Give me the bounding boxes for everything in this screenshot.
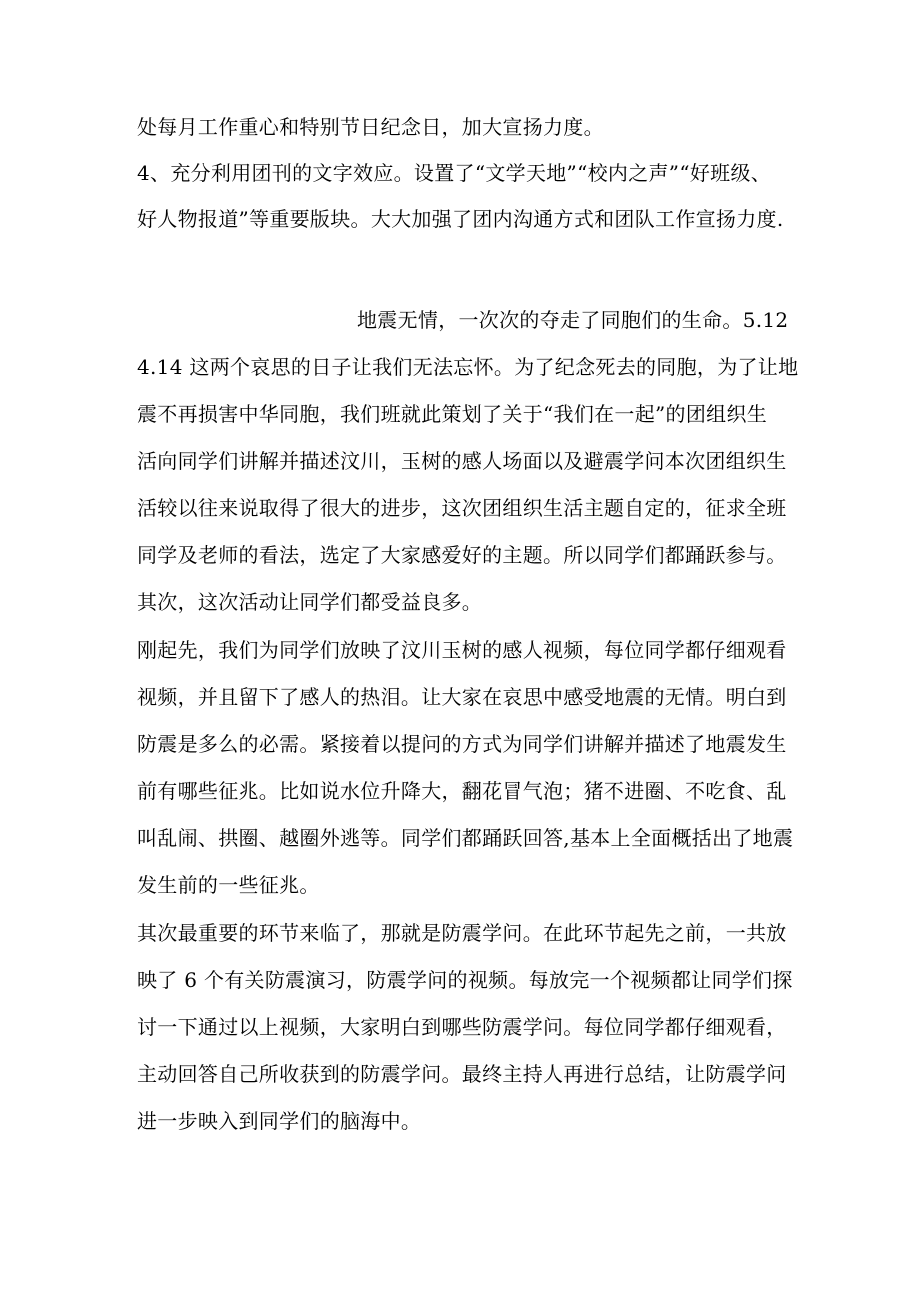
text-line: 映了 6 个有关防震演习，防震学问的视频。每放完一个视频都让同学们探 [137, 968, 793, 992]
text-line: 震不再损害中华同胞，我们班就此策划了关于“我们在一起”的团组织生 [137, 402, 768, 426]
text-line-paragraph-start: 刚起先，我们为同学们放映了汶川玉树的感人视频，每位同学都仔细观看 [137, 638, 787, 662]
text-line: 防震是多么的必需。紧接着以提问的方式为同学们讲解并描述了地震发生 [137, 732, 787, 756]
text-line: 活向同学们讲解并描述汶川，玉树的感人场面以及避震学问本次团组织生 [137, 449, 787, 473]
text-line-continuation: 处每月工作重心和特别节日纪念日，加大宣扬力度。 [137, 115, 604, 139]
text-line: 发生前的一些征兆。 [137, 873, 320, 897]
text-line: 同学及老师的看法，选定了大家感爱好的主题。所以同学们都踊跃参与。 [137, 543, 787, 567]
text-line: 其次，这次活动让同学们都受益良多。 [137, 590, 483, 614]
text-line: 进一步映入到同学们的脑海中。 [137, 1109, 422, 1133]
text-line: 好人物报道”等重要版块。大大加强了团内沟通方式和团队工作宣扬力度. [137, 207, 784, 231]
text-line-paragraph-start: 地震无情，一次次的夺走了同胞们的生命。5.12 [357, 308, 789, 332]
text-line: 前有哪些征兆。比如说水位升降大，翻花冒气泡；猪不进圈、不吃食、乱 [137, 779, 787, 803]
text-line: 视频，并且留下了感人的热泪。让大家在哀思中感受地震的无情。明白到 [137, 685, 787, 709]
text-line: 4.14 这两个哀思的日子让我们无法忘怀。为了纪念死去的同胞，为了让地 [137, 355, 799, 379]
text-line-paragraph-start: 其次最重要的环节来临了，那就是防震学问。在此环节起先之前，一共放 [137, 921, 787, 945]
text-line: 主动回答自己所收获到的防震学问。最终主持人再进行总结，让防震学问 [137, 1062, 787, 1086]
text-line: 活较以往来说取得了很大的进步，这次团组织生活主题自定的，征求全班 [137, 496, 787, 520]
text-line: 叫乱闹、拱圈、越圈外逃等。同学们都踊跃回答,基本上全面概括出了地震 [137, 826, 794, 850]
text-line-item-4: 4、充分利用团刊的文字效应。设置了“文学天地”“校内之声”“好班级、 [137, 161, 772, 185]
text-line: 讨一下通过以上视频，大家明白到哪些防震学问。每位同学都仔细观看， [137, 1015, 787, 1039]
